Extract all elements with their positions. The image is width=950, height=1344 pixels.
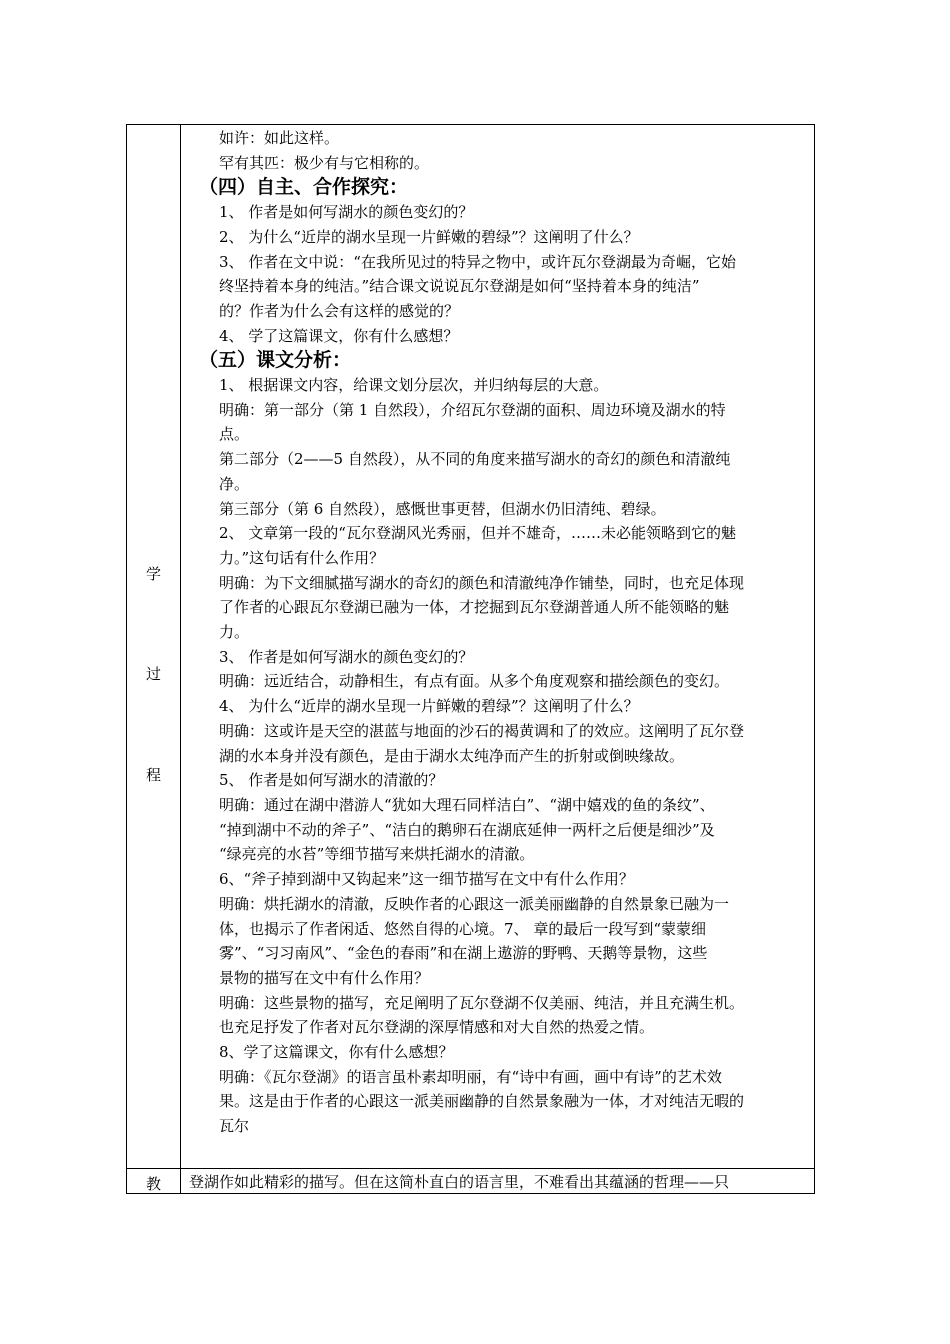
text-line: 6、“斧子掉到湖中又钩起来”这一细节描写在文中有什么作用？ xyxy=(219,870,634,889)
text-line: 第二部分（2——5 自然段），从不同的角度来描写湖水的奇幻的颜色和清澈纯 xyxy=(219,450,731,469)
text-line: 罕有其匹：极少有与它相称的。 xyxy=(219,153,430,172)
text-line: 也充足抒发了作者对瓦尔登湖的深厚情感和对大自然的热爱之情。 xyxy=(219,1018,655,1037)
text-line: 景物的描写在文中有什么作用？ xyxy=(219,968,430,987)
text-line: 点。 xyxy=(219,425,250,444)
text-line: 4、 为什么“近岸的湖水呈现一片鲜嫩的碧绿”？这阐明了什么？ xyxy=(219,697,639,716)
section-heading: （五）课文分析： xyxy=(199,349,352,372)
text-line: 2、 文章第一段的“瓦尔登湖风光秀丽，但并不雄奇，……未必能领略到它的魅 xyxy=(219,524,736,543)
text-line: 湖的水本身并没有颜色，是由于湖水太纯净而产生的折射或倒映缘故。 xyxy=(219,746,685,765)
side-label-guo: 过 xyxy=(145,665,161,683)
text-line: 5、 作者是如何写湖水的清澈的？ xyxy=(219,771,444,790)
text-line: 1、 根据课文内容，给课文划分层次，并归纳每层的大意。 xyxy=(219,376,609,395)
text-line: 了作者的心跟瓦尔登湖已融为一体，才挖掘到瓦尔登湖普通人所不能领略的魅 xyxy=(219,598,730,617)
text-line: 明确：《瓦尔登湖》的语言虽朴素却明丽，有“诗中有画，画中有诗”的艺术效 xyxy=(219,1067,722,1086)
text-line: 4、 学了这篇课文，你有什么感想？ xyxy=(219,326,459,345)
text-line: 1、 作者是如何写湖水的颜色变幻的？ xyxy=(219,203,474,222)
text-line: 如许：如此这样。 xyxy=(219,129,340,147)
text-line: “绿亮亮的水苔”等细节描写来烘托湖水的清澈。 xyxy=(219,845,535,864)
text-line: 第三部分（第 6 自然段），感慨世事更替，但湖水仍旧清纯、碧绿。 xyxy=(219,499,666,518)
text-line: 明确：为下文细腻描写湖水的奇幻的颜色和清澈纯净作铺垫，同时，也充足体现 xyxy=(219,573,745,592)
side-label-xue: 学 xyxy=(145,565,161,583)
text-line: 终坚持着本身的纯洁。”结合课文说说瓦尔登湖是如何“坚持着本身的纯洁” xyxy=(219,277,700,296)
section-heading: （四）自主、合作探究： xyxy=(199,176,409,199)
text-line: 力。”这句话有什么作用？ xyxy=(219,548,385,567)
text-line: 明确：第一部分（第 1 自然段），介绍瓦尔登湖的面积、周边环境及湖水的特 xyxy=(219,400,726,419)
text-line: 明确：烘托湖水的清澈，反映作者的心跟这一派美丽幽静的自然景象已融为一 xyxy=(219,894,730,913)
text-line: 明确：这些景物的描写，充足阐明了瓦尔登湖不仅美丽、纯洁，并且充满生机。 xyxy=(219,993,745,1012)
text-line: 净。 xyxy=(219,474,250,493)
side-label-jiao: 教 xyxy=(145,1175,161,1193)
text-line: 3、 作者在文中说：“在我所见过的特异之物中，或许瓦尔登湖最为奇崛，它始 xyxy=(219,252,736,271)
text-line: 明确：这或许是天空的湛蓝与地面的沙石的褐黄调和了的效应。这阐明了瓦尔登 xyxy=(219,721,745,740)
text-line: 瓦尔 xyxy=(219,1117,250,1136)
text-line: 2、 为什么“近岸的湖水呈现一片鲜嫩的碧绿”？这阐明了什么？ xyxy=(219,227,639,246)
text-line: 力。 xyxy=(219,623,250,642)
text-line: “掉到湖中不动的斧子”、“洁白的鹅卵石在湖底延伸一两杆之后便是细沙”及 xyxy=(219,820,715,839)
text-line: 明确：通过在湖中潜游人“犹如大理石同样洁白”、“湖中嬉戏的鱼的条纹”、 xyxy=(219,795,715,814)
text-line: 3、 作者是如何写湖水的颜色变幻的？ xyxy=(219,647,474,666)
column-divider xyxy=(180,125,181,1194)
text-line: 果。这是由于作者的心跟这一派美丽幽静的自然景象融为一体，才对纯洁无暇的 xyxy=(219,1092,745,1111)
text-line: 的？作者为什么会有这样的感觉的？ xyxy=(219,301,460,320)
text-line: 8、学了这篇课文，你有什么感想？ xyxy=(219,1043,454,1062)
text-line: 体，也揭示了作者闲适、悠然自得的心境。7、 章的最后一段写到“蒙蒙细 xyxy=(219,919,706,938)
row-divider xyxy=(127,1168,815,1169)
text-line: 明确：远近结合，动静相生，有点有面。从多个角度观察和描绘颜色的变幻。 xyxy=(219,672,730,691)
lesson-table xyxy=(126,124,815,1194)
side-label-cheng: 程 xyxy=(145,766,161,784)
bottom-row-text: 登湖作如此精彩的描写。但在这简朴直白的语言里，不难看出其蕴涵的哲理——只 xyxy=(189,1173,730,1191)
lesson-content xyxy=(199,126,839,1139)
text-line: 雾”、“习习南风”、“金色的春雨”和在湖上遨游的野鸭、天鹅等景物，这些 xyxy=(219,944,708,963)
